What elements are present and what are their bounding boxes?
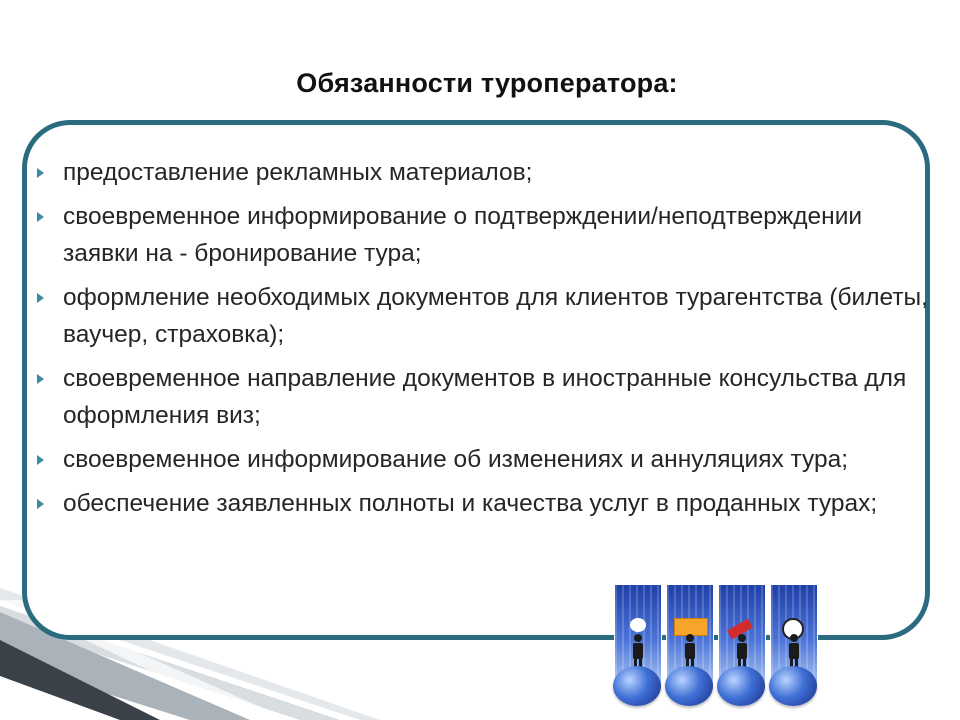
- bullet-item: [30, 154, 930, 191]
- bullet-text: обеспечение заявленных полноты и качества услуг в проданных турах;: [63, 490, 878, 517]
- bullet-arrow-icon: [37, 374, 44, 384]
- bullet-text: предоставление рекламных материалов;: [63, 159, 533, 186]
- bullet-item: [30, 360, 930, 434]
- bullet-item: [30, 279, 930, 353]
- bullet-arrow-icon: [37, 168, 44, 178]
- slide-title: Обязанности туроператора:: [296, 68, 678, 98]
- bullet-item: [30, 441, 930, 478]
- bullet-text: своевременное информирование о подтверждении/неподтверждении заявки на - бронирование тура;: [63, 203, 863, 267]
- bullet-arrow-icon: [37, 293, 44, 303]
- bullet-arrow-icon: [37, 455, 44, 465]
- bullet-text: своевременное направление документов в иностранные консульства для оформления виз;: [63, 365, 907, 429]
- bullet-arrow-icon: [37, 212, 44, 222]
- bullet-text: своевременное информирование об изменениях и аннуляциях тура;: [63, 446, 849, 473]
- bullet-item: [30, 485, 930, 522]
- bullet-text: оформление необходимых документов для клиентов турагентства (билеты, ваучер, страховка);: [63, 284, 928, 348]
- bullet-arrow-icon: [37, 499, 44, 509]
- bullet-list: [30, 154, 930, 529]
- clipart-people-on-globes-icon: [612, 584, 820, 710]
- bullet-item: [30, 198, 930, 272]
